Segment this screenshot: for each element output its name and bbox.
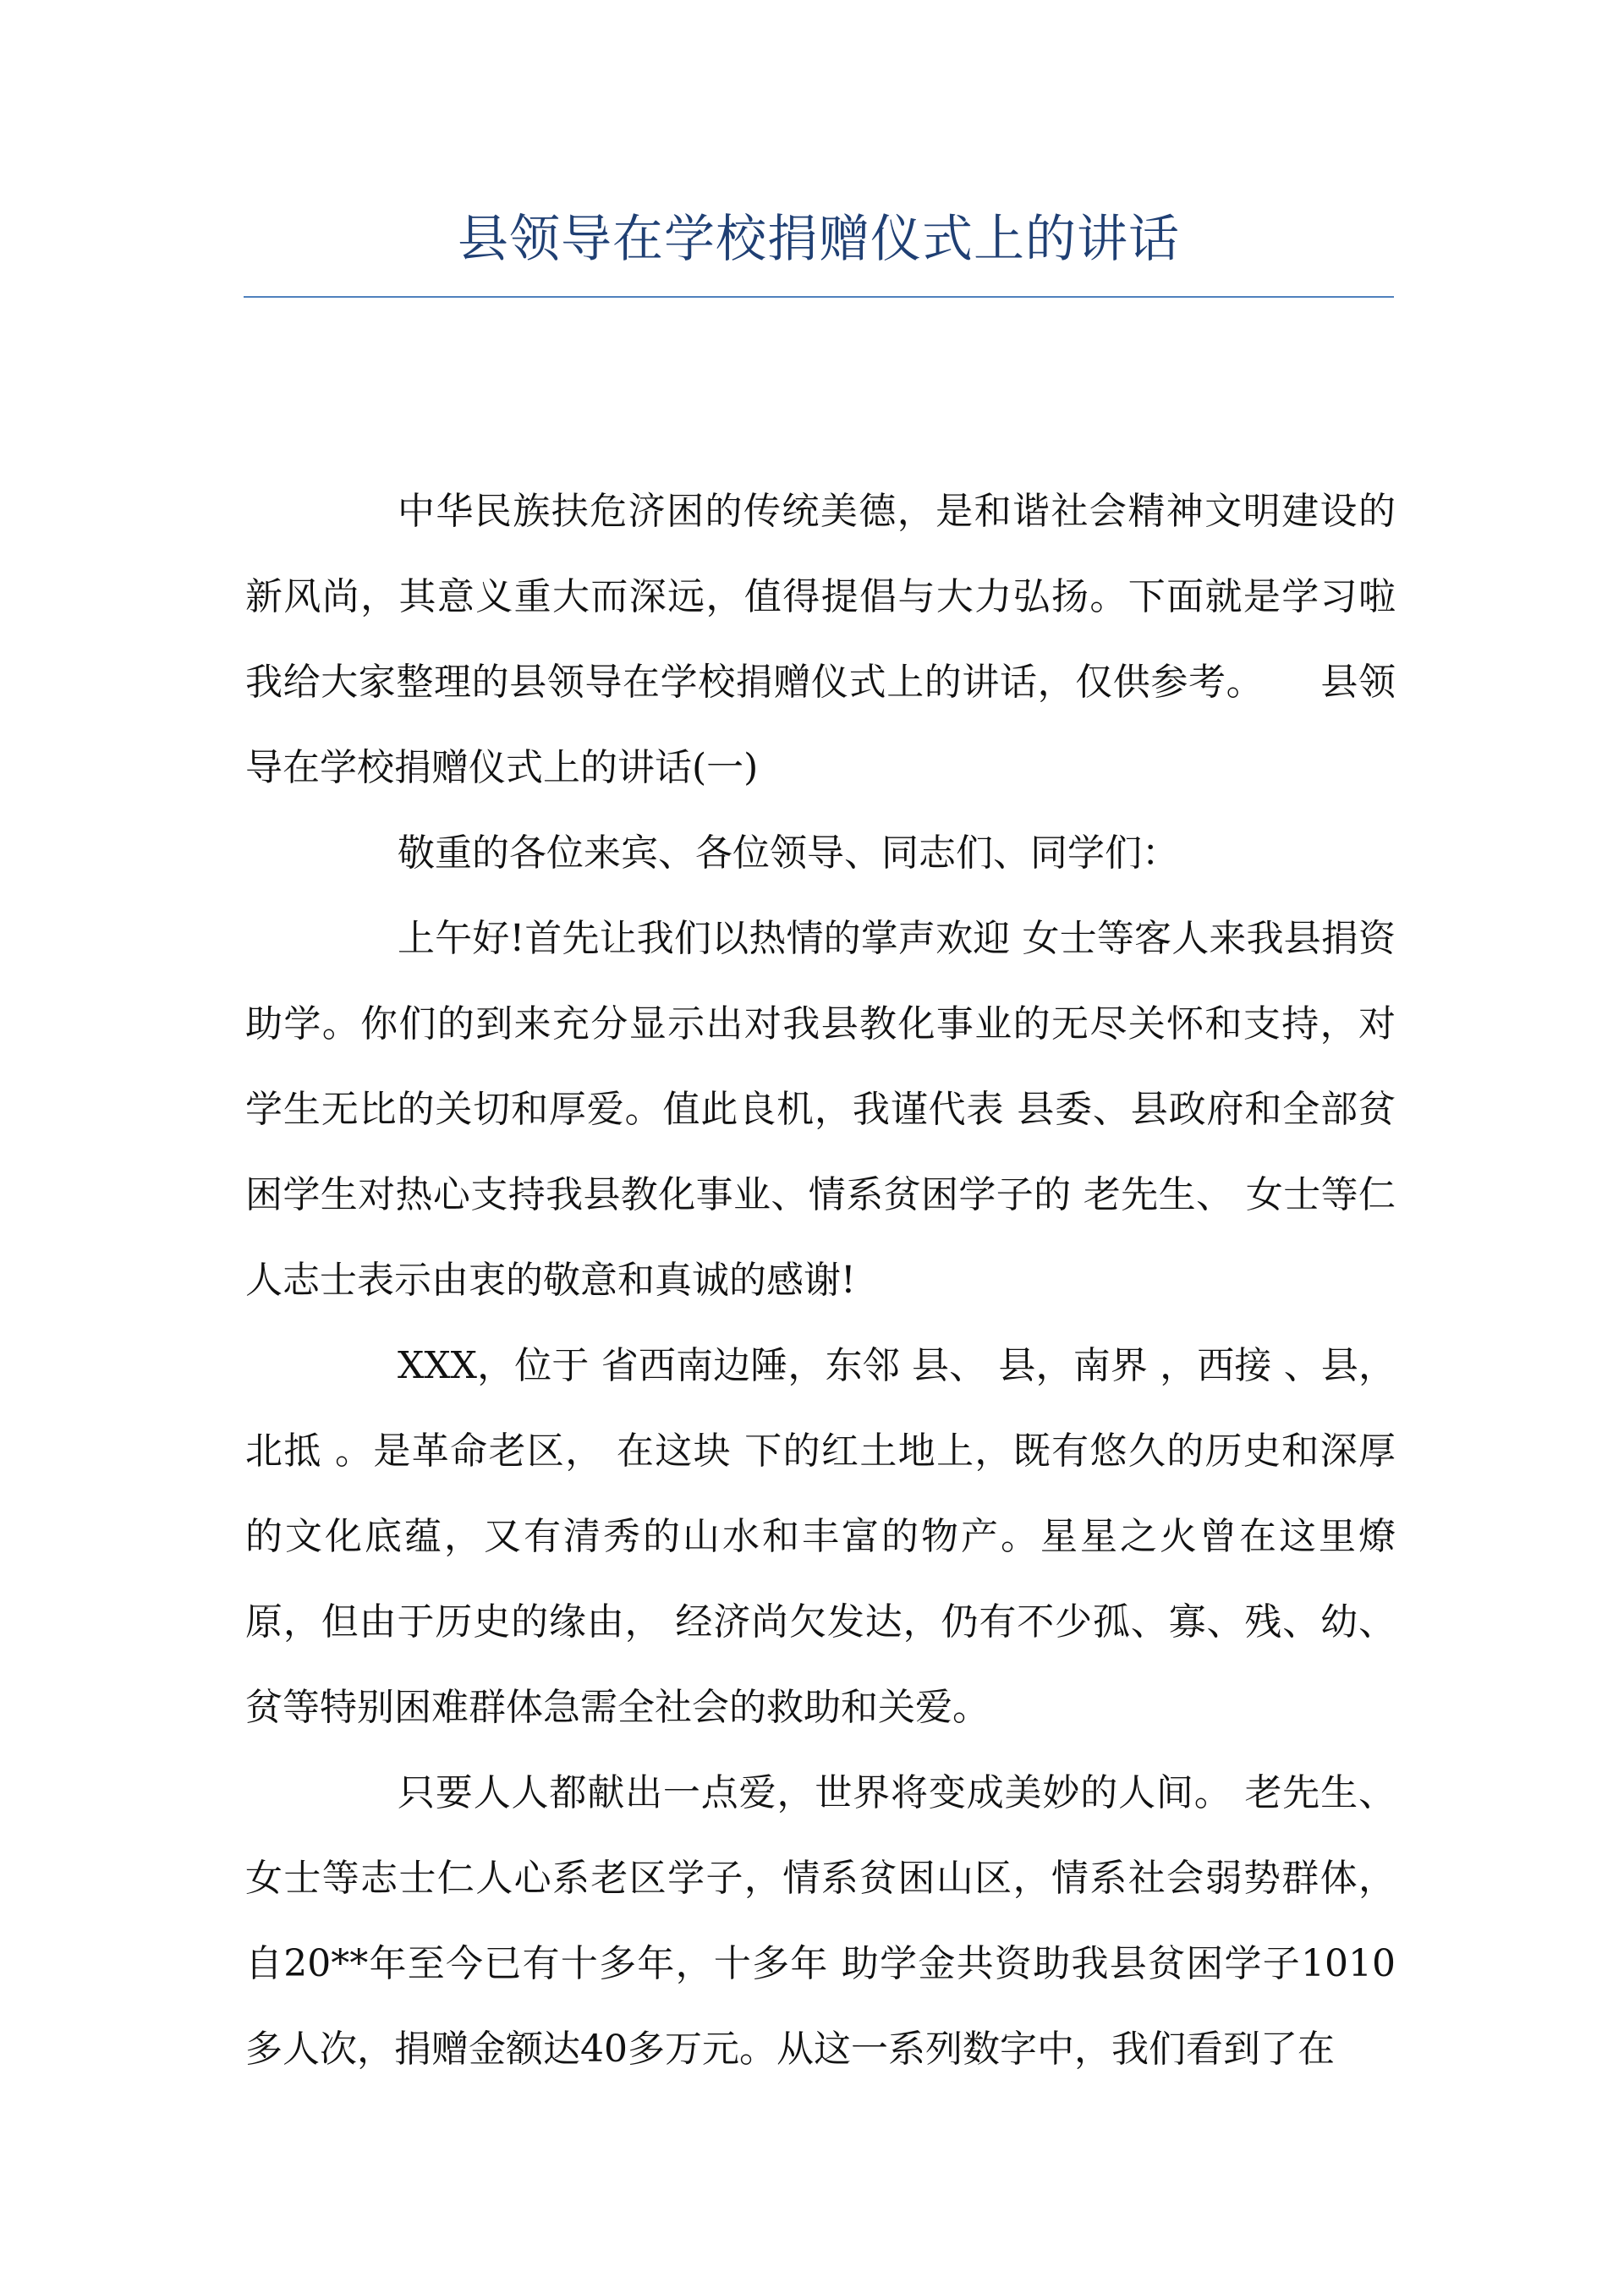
body-paragraph: XXX，位于 省西南边陲，东邻 县、 县，南界 ，西接 、县，北抵 。是革命老区， 在这块 下的红土地上，既有悠久的历史和深厚的文化底蕴，又有清秀的山水和丰富的物产。星星之火曾在这里燎原，但由于历史的缘由， 经济尚欠发达，仍有不少孤、寡、残、幼、贫等特别困难群体急需全社会的救助和关爱。 bbox=[245, 1344, 1396, 1729]
body-paragraph: 中华民族扶危济困的传统美德，是和谐社会精神文明建设的新风尚，其意义重大而深远，值得提倡与大力弘扬。下面就是学习啦我给大家整理的县领导在学校捐赠仪式上的讲话，仅供参考。 县领导在学校捐赠仪式上的讲话(一) bbox=[245, 490, 1396, 789]
document-body bbox=[245, 469, 1396, 2092]
body-paragraph: 只要人人都献出一点爱，世界将变成美妙的人间。 老先生、 女士等志士仁人心系老区学子，情系贫困山区，情系社会弱势群体，自20**年至今已有十多年，十多年 助学金共资助我县贫困学子1010多人次，捐赠金额达40多万元。从这一系列数字中，我们看到了在 bbox=[245, 1771, 1396, 2071]
body-paragraph: 上午好!首先让我们以热情的掌声欢迎 女士等客人来我县捐资助学。你们的到来充分显示出对我县教化事业的无尽关怀和支持，对学生无比的关切和厚爱。值此良机，我谨代表 县委、县政府和全部贫困学生对热心支持我县教化事业、情系贫困学子的 老先生、 女士等仁人志士表示由衷的敬意和真诚的感谢! bbox=[245, 917, 1396, 1302]
document-title: 县领导在学校捐赠仪式上的讲话 bbox=[458, 210, 1180, 269]
title-divider bbox=[244, 296, 1394, 298]
body-paragraph: 敬重的各位来宾、各位领导、同志们、同学们： bbox=[398, 831, 1179, 875]
